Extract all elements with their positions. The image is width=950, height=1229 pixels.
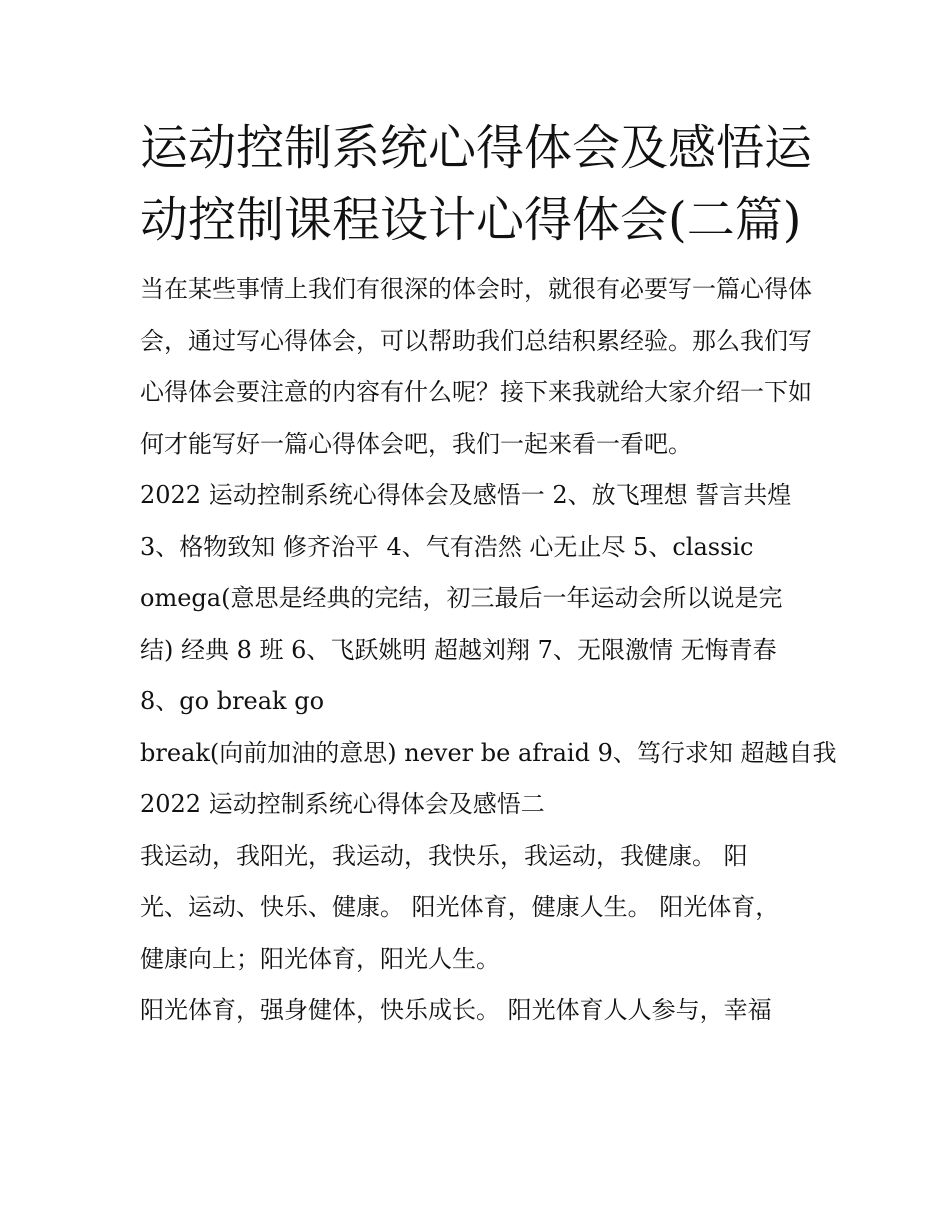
document-content	[140, 112, 837, 1037]
section2-line: 我运动，我阳光，我运动，我快乐，我运动，我健康。 阳	[140, 841, 748, 870]
section2-line: 光、运动、快乐、健康。 阳光体育，健康人生。 阳光体育，	[140, 893, 780, 921]
section1-line: 2022 运动控制系统心得体会及感悟一 2、放飞理想 誓言共煌	[140, 481, 792, 509]
intro-paragraph: 当在某些事情上我们有很深的体会时，就很有必要写一篇心得体会，通过写心得体会，可以帮助我们总结积累经验。那么我们写心得体会要注意的内容有什么呢？接下来我就给大家介绍一下如何才能写好一篇心得体会吧，我们一起来看一看吧。	[140, 275, 812, 458]
last-line: 阳光体育，强身健体，快乐成长。 阳光体育人人参与，幸福	[140, 996, 772, 1024]
section1-line: 8、go break go	[140, 687, 325, 715]
section2-heading: 2022 运动控制系统心得体会及感悟二	[140, 790, 545, 818]
document-title: 运动控制系统心得体会及感悟运动控制课程设计心得体会(二篇)	[140, 120, 813, 248]
section1-line: 结) 经典 8 班 6、飞跃姚明 超越刘翔 7、无限激情 无悔青春	[140, 635, 777, 664]
section1-line: break(向前加油的意思) never be afraid 9、笃行求知 超越自我	[140, 738, 837, 767]
section1-line: 3、格物致知 修齐治平 4、气有浩然 心无止尽 5、classic	[140, 532, 754, 561]
section1-line: omega(意思是经典的完结，初三最后一年运动会所以说是完	[140, 584, 783, 612]
section2-line: 健康向上；阳光体育，阳光人生。	[140, 944, 500, 973]
